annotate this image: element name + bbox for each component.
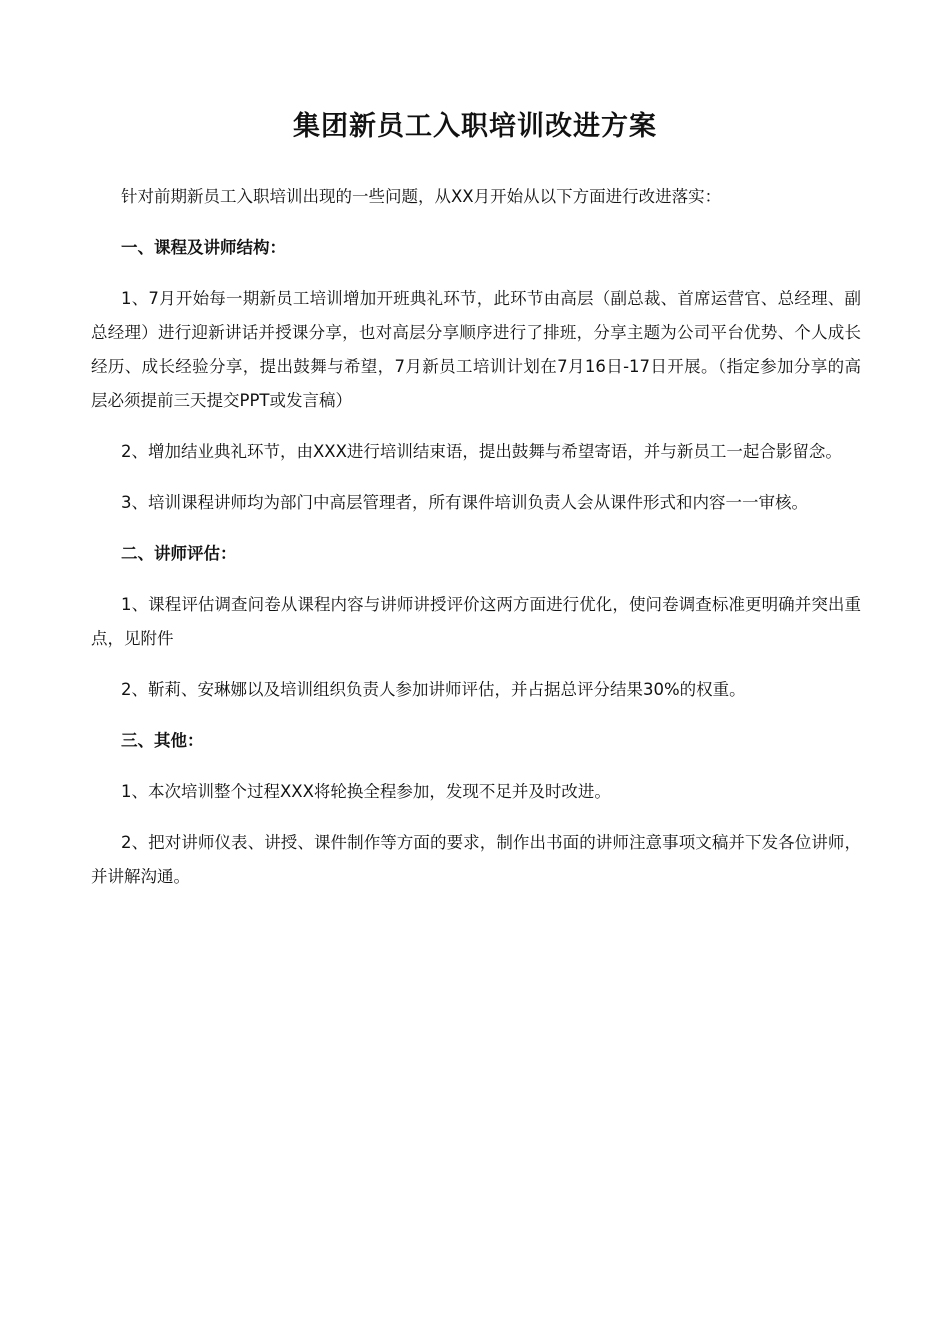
lecturer-evaluation-item-2: 2、靳莉、安琳娜以及培训组织负责人参加讲师评估，并占据总评分结果30%的权重。 [121, 680, 746, 699]
course-structure-item-2: 2、增加结业典礼环节，由XXX进行培训结束语，提出鼓舞与希望寄语，并与新员工一起合影留念。 [121, 442, 842, 461]
course-structure-item-1: 1、7月开始每一期新员工培训增加开班典礼环节，此环节由高层（副总裁、首席运营官、总经理、副总经理）进行迎新讲话并授课分享，也对高层分享顺序进行了排班，分享主题为公司平台优势、个人成长经历、成长经验分享，提出鼓舞与希望，7月新员工培训计划在7月16日-17日开展。（指定参加分享的高层必须提前三天提交PPT或发言稿） [91, 289, 861, 410]
course-structure-item-3: 3、培训课程讲师均为部门中高层管理者，所有课件培训负责人会从课件形式和内容一一审核。 [121, 493, 808, 512]
document-title: 集团新员工入职培训改进方案 [293, 111, 657, 142]
section-heading-other: 三、其他： [121, 731, 204, 750]
other-item-1: 1、本次培训整个过程XXX将轮换全程参加，发现不足并及时改进。 [121, 782, 611, 801]
section-heading-course-structure: 一、课程及讲师结构： [121, 238, 286, 257]
lecturer-evaluation-item-1: 1、课程评估调查问卷从课程内容与讲师讲授评价这两方面进行优化，使问卷调查标准更明确并突出重点，见附件 [91, 595, 861, 648]
intro-paragraph: 针对前期新员工入职培训出现的一些问题，从XX月开始从以下方面进行改进落实： [121, 187, 722, 206]
section-heading-lecturer-evaluation: 二、讲师评估： [121, 544, 237, 563]
other-item-2: 2、把对讲师仪表、讲授、课件制作等方面的要求，制作出书面的讲师注意事项文稿并下发各位讲师，并讲解沟通。 [91, 833, 861, 886]
document-body [91, 180, 861, 911]
